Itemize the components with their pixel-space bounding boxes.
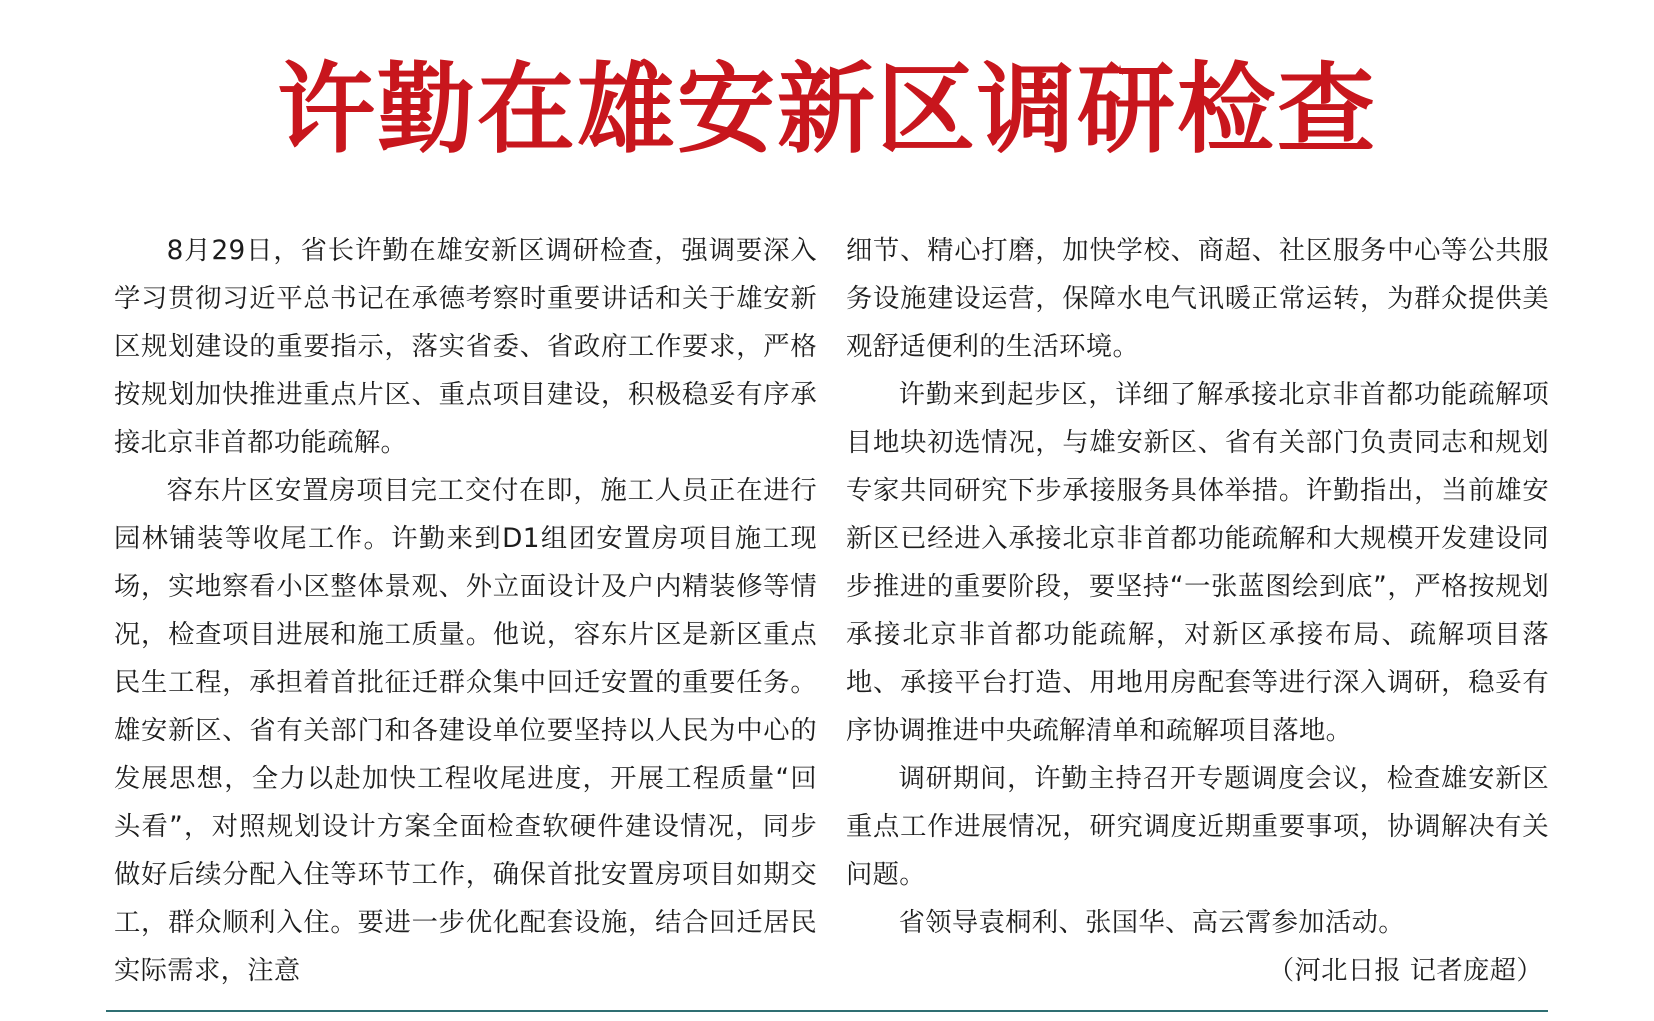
- article-title: 许勤在雄安新区调研检查: [276, 52, 1377, 167]
- paragraph-2: 容东片区安置房项目完工交付在即，施工人员正在进行园林铺装等收尾工作。许勤来到D1组团安置房项目施工现场，实地察看小区整体景观、外立面设计及户内精装修等情况，检查项目进展和施工质量。他说，容东片区是新区重点民生工程，承担着首批征迁群众集中回迁安置的重要任务。雄安新区、省有关部门和各建设单位要坚持以人民为中心的发展思想，全力以赴加快工程收尾进度，开展工程质量“回头看”，对照规划设计方案全面检查软硬件建设情况，同步做好后续分配入住等环节工作，确保首批安置房项目如期交工，群众顺利入住。要进一步优化配套设施，结合回迁居民实际需求，注意: [114, 476, 817, 986]
- bottom-divider: [106, 1010, 1548, 1012]
- paragraph-2-continued: 细节、精心打磨，加快学校、商超、社区服务中心等公共服务设施建设运营，保障水电气讯暖正常运转，为群众提供美观舒适便利的生活环境。: [846, 236, 1549, 362]
- right-column: [846, 227, 1549, 995]
- left-column: [114, 227, 817, 995]
- paragraph-1: 8月29日，省长许勤在雄安新区调研检查，强调要深入学习贯彻习近平总书记在承德考察时重要讲话和关于雄安新区规划建设的重要指示，落实省委、省政府工作要求，严格按规划加快推进重点片区、重点项目建设，积极稳妥有序承接北京非首都功能疏解。: [114, 236, 817, 458]
- byline: （河北日报 记者庞超）: [1267, 956, 1543, 986]
- paragraph-3: 许勤来到起步区，详细了解承接北京非首都功能疏解项目地块初选情况，与雄安新区、省有关部门负责同志和规划专家共同研究下步承接服务具体举措。许勤指出，当前雄安新区已经进入承接北京非首都功能疏解和大规模开发建设同步推进的重要阶段，要坚持“一张蓝图绘到底”，严格按规划承接北京非首都功能疏解，对新区承接布局、疏解项目落地、承接平台打造、用地用房配套等进行深入调研，稳妥有序协调推进中央疏解清单和疏解项目落地。: [846, 380, 1549, 746]
- paragraph-5: 省领导袁桐利、张国华、高云霄参加活动。: [898, 908, 1405, 938]
- paragraph-4: 调研期间，许勤主持召开专题调度会议，检查雄安新区重点工作进展情况，研究调度近期重要事项，协调解决有关问题。: [846, 764, 1549, 890]
